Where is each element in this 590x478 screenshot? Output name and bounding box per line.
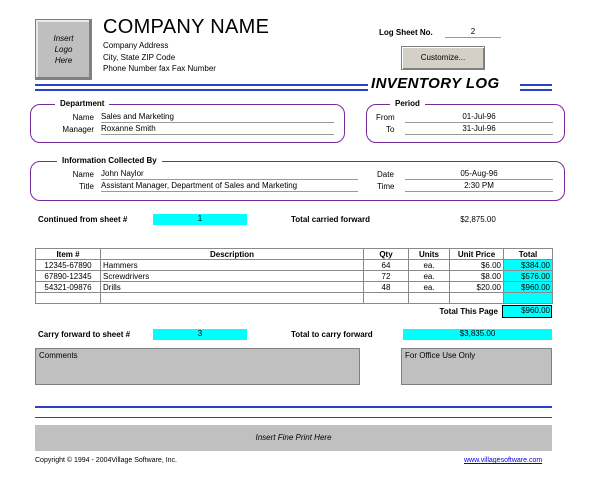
carry-forward-label: Carry forward to sheet # [38,330,131,339]
continued-sheet-field[interactable]: 1 [153,214,247,225]
fine-print-box [35,425,552,451]
manager-label: Manager [62,125,94,134]
from-label: From [376,113,395,122]
cell-item[interactable] [36,293,101,304]
total-carry-forward-value: $3,835.00 [403,329,552,340]
collector-name-label: Name [72,170,94,179]
collector-title-label: Title [79,182,94,191]
footer-rule-thin [35,417,552,418]
cell-unit-price[interactable]: $20.00 [450,282,504,293]
from-date-field[interactable]: 01-Jul-96 [405,112,553,123]
carry-forward-sheet-field[interactable]: 3 [153,329,247,340]
info-title: Information Collected By [57,156,162,165]
company-city: City, State ZIP Code [103,53,176,62]
header-unit-price: Unit Price [450,249,504,260]
cell-description[interactable]: Screwdrivers [101,271,364,282]
collected-time-field[interactable]: 2:30 PM [405,181,553,192]
cell-qty[interactable]: 64 [364,260,409,271]
cell-unit-price[interactable] [450,293,504,304]
department-name-field[interactable]: Sales and Marketing [101,112,334,123]
continued-label: Continued from sheet # [38,215,128,224]
collected-date-field[interactable]: 05-Aug-96 [405,169,553,180]
to-date-field[interactable]: 31-Jul-96 [405,124,553,135]
company-address: Company Address [103,41,169,50]
title-rule-left [35,84,368,86]
customize-button[interactable]: Customize... [401,46,485,70]
cell-description[interactable] [101,293,364,304]
cell-units[interactable] [409,293,450,304]
collector-name-field[interactable]: John Naylor [101,169,358,180]
cell-total: $384.00 [504,260,553,271]
footer-rule [35,406,552,408]
comments-box[interactable] [35,348,360,385]
cell-item[interactable]: 54321-09876 [36,282,101,293]
collector-title-field[interactable]: Assistant Manager, Department of Sales and Marketing [101,181,358,192]
table-header-row [36,249,553,260]
cell-unit-price[interactable]: $6.00 [450,260,504,271]
total-carry-forward-label: Total to carry forward [291,330,373,339]
cell-units[interactable]: ea. [409,282,450,293]
cell-item[interactable]: 12345-67890 [36,260,101,271]
inventory-table [35,248,553,304]
copyright-text: Copyright © 1994 - 2004Village Software, Inc. [35,457,177,464]
header-units: Units [409,249,450,260]
title-rule-right-2 [520,89,552,91]
page-title: INVENTORY LOG [371,75,500,92]
office-use-label: For Office Use Only [405,351,476,360]
logo-placeholder [35,19,92,80]
cell-units[interactable]: ea. [409,271,450,282]
carried-forward-label: Total carried forward [291,215,370,224]
cell-description[interactable]: Drills [101,282,364,293]
collected-time-label: Time [377,182,395,191]
table-row [36,271,553,282]
cell-description[interactable]: Hammers [101,260,364,271]
cell-units[interactable]: ea. [409,260,450,271]
table-row [36,260,553,271]
log-sheet-label: Log Sheet No. [379,28,433,37]
cell-total: $960.00 [504,282,553,293]
website-link[interactable]: www.villagesoftware.com [464,457,543,464]
cell-total [504,293,553,304]
total-this-page-value: $960.00 [502,305,552,318]
header-total: Total [504,249,553,260]
carried-forward-value: $2,875.00 [460,215,496,224]
header-description: Description [101,249,364,260]
to-label: To [386,125,395,134]
company-phone: Phone Number fax Fax Number [103,64,216,73]
cell-qty[interactable]: 48 [364,282,409,293]
fine-print-text: Insert Fine Print Here [255,433,332,442]
title-rule-right [520,84,552,86]
company-name: COMPANY NAME [103,16,270,38]
collected-date-label: Date [377,170,394,179]
cell-qty[interactable]: 72 [364,271,409,282]
table-row [36,293,553,304]
table-row [36,282,553,293]
title-rule-left-2 [35,89,368,91]
comments-label: Comments [39,351,78,360]
header-item: Item # [36,249,101,260]
cell-total: $576.00 [504,271,553,282]
department-name-label: Name [72,113,94,122]
log-sheet-number[interactable]: 2 [445,27,501,38]
total-this-page-label: Total This Page [439,307,498,316]
office-use-box[interactable] [401,348,552,385]
logo-text: Insert Logo Here [53,34,74,65]
header-qty: Qty [364,249,409,260]
department-title: Department [55,99,109,108]
cell-qty[interactable] [364,293,409,304]
period-title: Period [390,99,425,108]
cell-item[interactable]: 67890-12345 [36,271,101,282]
cell-unit-price[interactable]: $8.00 [450,271,504,282]
manager-field[interactable]: Roxanne Smith [101,124,334,135]
